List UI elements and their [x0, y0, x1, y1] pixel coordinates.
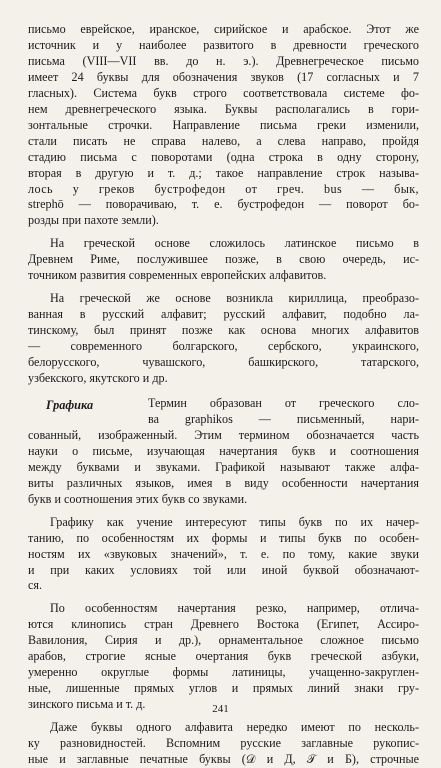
section-heading: Графика [46, 397, 94, 412]
text-line: ные и заглавные печатные буквы (𝒟 и Д, 𝒯 и Б), строчные [28, 751, 419, 766]
paragraph [28, 236, 419, 284]
page-body [28, 22, 419, 768]
text-line: — современного болгарского, сербского, украинского, [28, 339, 419, 354]
graphics-section [28, 396, 419, 508]
text-line: танию, по особенностям их формы и типы букв по особен- [28, 530, 419, 545]
text-line: имеет 24 буквы для обозначения звуков (17 согласных и 7 [28, 69, 419, 84]
text-line: Термин образован от греческого сло- [148, 395, 419, 410]
text-line: По особенностям начертания резко, например, отлича- [50, 601, 419, 616]
text-line: виты различных языков, имея в виду особенности начертания [28, 475, 419, 490]
paragraph [28, 601, 419, 713]
text-line: вторая в другую и т. д.; такое направление строк называ- [28, 165, 419, 180]
text-line: Даже буквы одного алфавита нередко имеют по несколь- [50, 720, 419, 735]
text-line: науки о письме, изучающая начертания букв и соотношения [28, 443, 419, 458]
text-line: письмо еврейское, иранское, сирийское и арабское. Этот же [28, 22, 419, 36]
text-line: нем древнегреческого языка. Буквы располагались в гори- [28, 101, 419, 116]
text-line: На греческой основе сложилось латинское письмо в [50, 236, 419, 251]
text-line: На греческой же основе возникла кириллица, преобразо- [50, 291, 419, 306]
text-line: ку разновидностей. Вспомним русские заглавные рукопис- [28, 736, 419, 751]
text-line: точником развития современных европейских алфавитов. [28, 268, 327, 283]
paragraph [28, 291, 419, 387]
text-line: букв и соотношения этих букв со звуками. [28, 491, 248, 506]
text-line: розды при пахоте земли). [28, 213, 159, 228]
text-line: зонтальные строчки. Направление письма греки изменили, [28, 117, 419, 132]
text-line: strephō — поворачиваю, т. е. бустрофедон — поворот бо- [28, 197, 419, 212]
paragraph [28, 515, 419, 595]
paragraph [28, 22, 419, 229]
text-line: гласных). Система букв строго соответствовала системе фо- [28, 85, 419, 100]
text-line: Графику как учение интересуют типы букв по их начер- [50, 514, 419, 529]
text-line: лось у греков бустрофедон от греч. bus — бык, [28, 181, 419, 196]
text-line: арабов, строгие ясные очертания букв греческой азбуки, [28, 649, 419, 664]
text-line: ные, лишенные прямых углов и прямых линий знаки гру- [28, 681, 419, 696]
text-line: стадию письма с поворотами (одна строка в одну сторону, [28, 149, 419, 164]
text-line: Древнем Риме, послужившее позже, в свою очередь, ис- [28, 252, 419, 267]
page-number: 241 [212, 703, 229, 715]
paragraph [28, 720, 419, 768]
text-line: между буквами и звуками. Графикой называют также алфа- [28, 459, 419, 474]
text-line: белорусского, чувашского, башкирского, татарского, [28, 355, 419, 370]
paragraph [28, 428, 419, 508]
text-line: тинскому, был принят позже как основа многих алфавитов [28, 323, 419, 338]
text-line: и при каких условиях той или иной буквой обозначают- [28, 562, 419, 577]
text-line: ва graphikos — письменный, нари- [148, 411, 419, 426]
text-line: ностям их «звуковых значений», т. е. по тому, какие звуки [28, 546, 419, 561]
text-line: ются клинопись стран Древнего Востока (Египет, Ассиро- [28, 617, 419, 632]
text-line: ся. [28, 578, 43, 593]
text-line: Вавилония, Сирия и др.), орнаментальное сложное письмо [28, 633, 419, 648]
text-line: стали писать не справа налево, а слева направо, пройдя [28, 133, 419, 148]
text-line: зинского письма и т. д. [28, 697, 146, 712]
text-line: источник и у наиболее развитого в древности греческого [28, 37, 419, 52]
text-line: ванная в русский алфавит; русский алфавит, подобно ла- [28, 307, 419, 322]
text-line: сованный, изображенный. Этим термином обозначается часть [28, 427, 419, 442]
text-line: письма (VIII—VII вв. до н. э.). Древнегреческое письмо [28, 53, 419, 68]
text-line: узбекского, якутского и др. [28, 371, 168, 386]
text-line: умеренно округлые формы латиницы, учащенно-закруглен- [28, 665, 419, 680]
